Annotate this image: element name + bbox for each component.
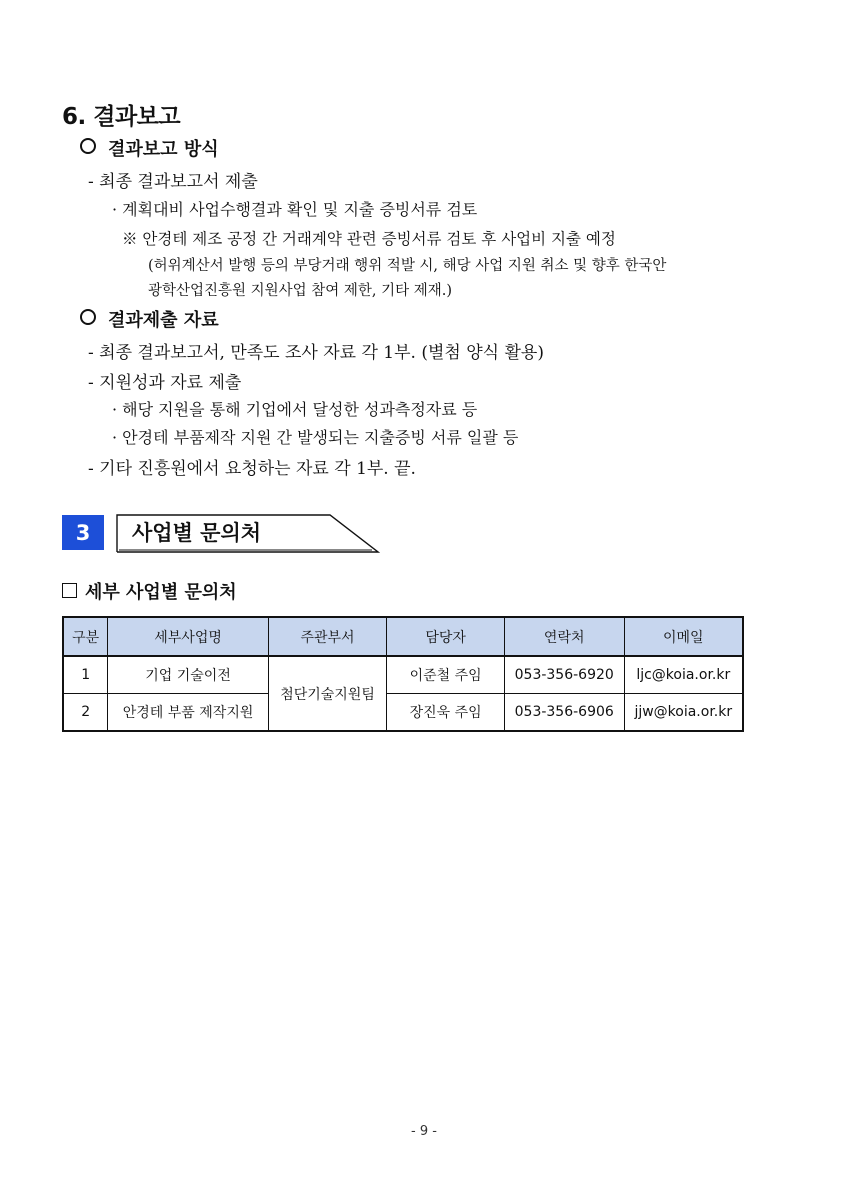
header-cell: 구분 [63,617,108,656]
department-cell: 첨단기술지원팀 [268,656,387,731]
note-line: 광학산업진흥원 지원사업 참여 제한, 기타 제재.) [148,283,453,299]
submit-item: - 지원성과 자료 제출 [88,373,242,393]
table-row [63,656,743,694]
program-name: 기업 기술이전 [108,656,268,694]
manager-name: 이준철 주임 [387,656,505,694]
section-banner [116,513,380,553]
contacts-heading-text: 세부 사업별 문의처 [85,582,237,603]
circle-bullet-icon [80,309,96,325]
phone-number: 053-356-6920 [504,656,624,694]
submit-item: - 기타 진흥원에서 요청하는 자료 각 1부. 끝. [88,459,416,479]
header-cell: 연락처 [504,617,624,656]
manager-name: 장진욱 주임 [387,694,505,732]
phone-number: 053-356-6906 [504,694,624,732]
table-header-row [63,617,743,656]
table-row [63,694,743,732]
email-address: jjw@koia.or.kr [624,694,743,732]
submit-item: - 최종 결과보고서, 만족도 조사 자료 각 1부. (별첨 양식 활용) [88,343,544,363]
section-number-badge: 3 [62,515,104,550]
section-title: 6. 결과보고 [62,104,181,130]
note-line: ※ 안경테 제조 공정 간 거래계약 관련 증빙서류 검토 후 사업비 지출 예정 [122,230,616,248]
row-number: 1 [63,656,108,694]
submit-sub-item: · 해당 지원을 통해 기업에서 달성한 성과측정자료 등 [112,400,478,419]
header-cell: 담당자 [387,617,505,656]
program-name: 안경테 부품 제작지원 [108,694,268,732]
method-heading [80,135,219,161]
row-number: 2 [63,694,108,732]
header-cell: 주관부서 [268,617,387,656]
header-cell: 세부사업명 [108,617,268,656]
header-cell: 이메일 [624,617,743,656]
submit-sub-item: · 안경테 부품제작 지원 간 발생되는 지출증빙 서류 일괄 등 [112,428,519,447]
section-banner-title: 사업별 문의처 [132,521,262,545]
checkbox-square-icon [62,583,77,598]
submit-heading [80,306,219,332]
page-number: - 9 - [411,1124,437,1139]
email-address: ljc@koia.or.kr [624,656,743,694]
method-sub-item: · 계획대비 사업수행결과 확인 및 지출 증빙서류 검토 [112,200,478,219]
contacts-table [62,616,744,732]
note-line: (허위계산서 발행 등의 부당거래 행위 적발 시, 해당 사업 지원 취소 및 향후 한국안 [148,258,667,274]
submit-heading-text: 결과제출 자료 [108,310,219,331]
method-item: - 최종 결과보고서 제출 [88,172,258,192]
contacts-heading [62,578,237,604]
method-heading-text: 결과보고 방식 [108,139,219,160]
circle-bullet-icon [80,138,96,154]
